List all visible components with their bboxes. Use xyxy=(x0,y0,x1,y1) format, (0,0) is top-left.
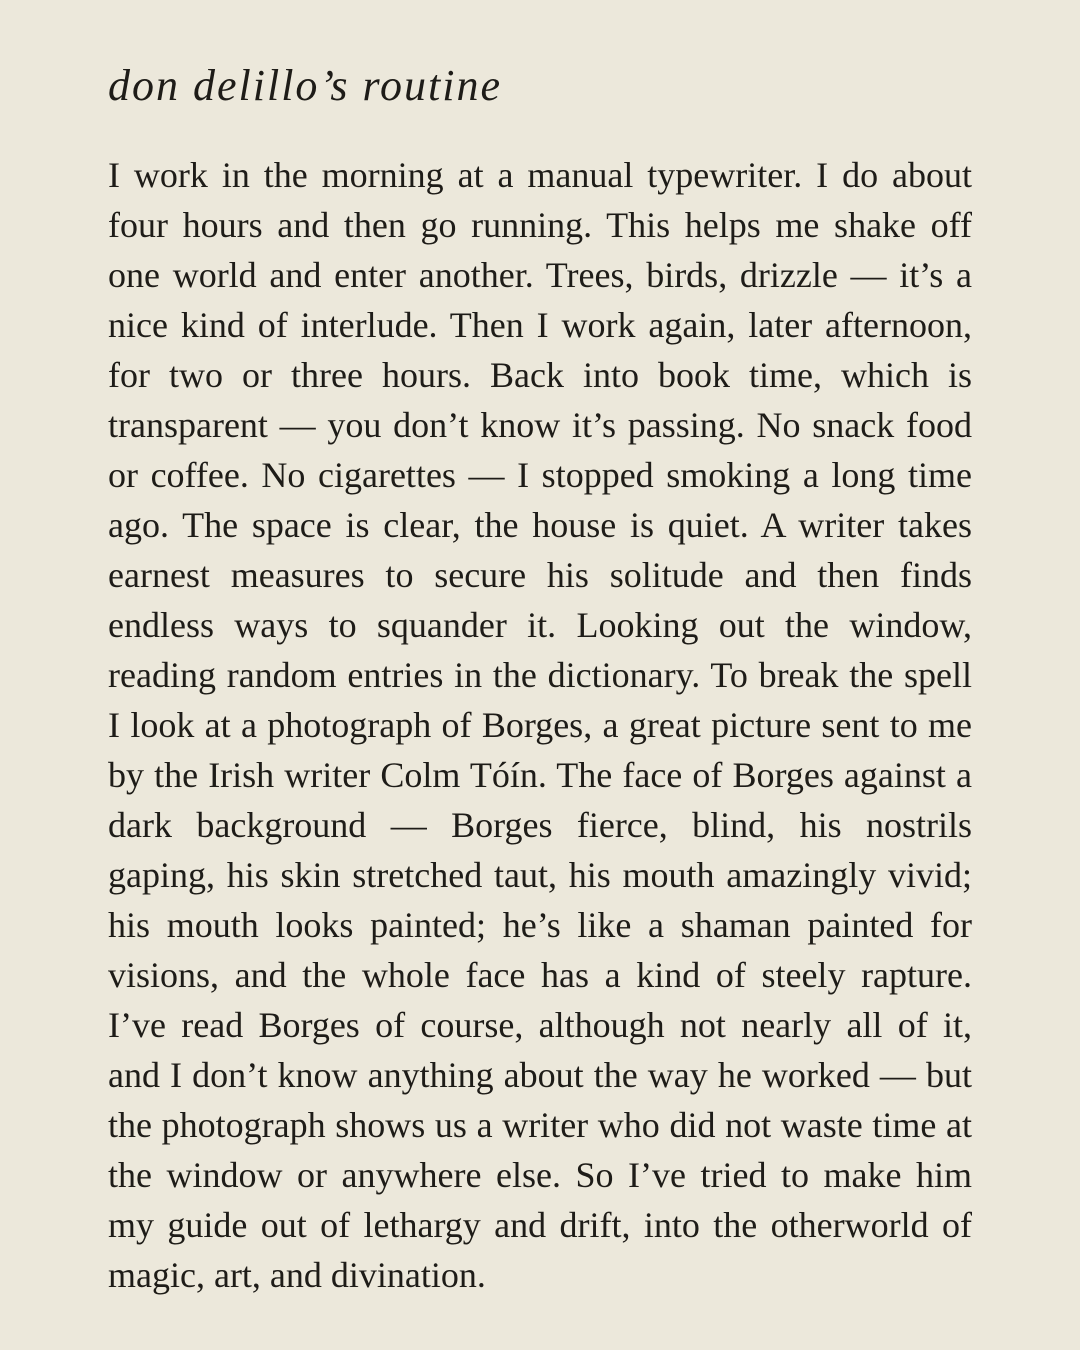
paragraph-line: for two or three hours. Back into book time, which is xyxy=(108,355,972,395)
paragraph-line: I’ve read Borges of course, although not nearly all of it, xyxy=(108,1005,972,1045)
paragraph-line: one world and enter another. Trees, birds, drizzle — it’s a xyxy=(108,255,972,295)
paragraph-line: by the Irish writer Colm Tóín. The face of Borges against a xyxy=(108,755,972,795)
article-body xyxy=(108,150,972,1300)
paragraph-line: four hours and then go running. This helps me shake off xyxy=(108,205,972,245)
paragraph-line: reading random entries in the dictionary. To break the spell xyxy=(108,655,972,695)
paragraph-line: dark background — Borges fierce, blind, his nostrils xyxy=(108,805,972,845)
paragraph-line: my guide out of lethargy and drift, into the otherworld of xyxy=(108,1205,972,1245)
paragraph-line: I look at a photograph of Borges, a great picture sent to me xyxy=(108,705,972,745)
paragraph-line: the window or anywhere else. So I’ve tried to make him xyxy=(108,1155,972,1195)
paragraph-line: or coffee. No cigarettes — I stopped smoking a long time xyxy=(108,455,972,495)
paragraph-line: gaping, his skin stretched taut, his mouth amazingly vivid; xyxy=(108,855,972,895)
paragraph-line: and I don’t know anything about the way he worked — but xyxy=(108,1055,972,1095)
paragraph-line: visions, and the whole face has a kind of steely rapture. xyxy=(108,955,972,995)
paragraph-line: earnest measures to secure his solitude and then finds xyxy=(108,555,972,595)
paragraph-line: nice kind of interlude. Then I work again, later afternoon, xyxy=(108,305,972,345)
paragraph-line: transparent — you don’t know it’s passing. No snack food xyxy=(108,405,972,445)
paragraph-line: the photograph shows us a writer who did not waste time at xyxy=(108,1105,972,1145)
paragraph-line: endless ways to squander it. Looking out the window, xyxy=(108,605,972,645)
paragraph-line: magic, art, and divination. xyxy=(108,1255,486,1295)
paragraph-line: I work in the morning at a manual typewriter. I do about xyxy=(108,155,972,195)
paragraph-line: his mouth looks painted; he’s like a shaman painted for xyxy=(108,905,972,945)
paragraph-line: ago. The space is clear, the house is quiet. A writer takes xyxy=(108,505,972,545)
article-title: don delillo’s routine xyxy=(108,61,502,110)
